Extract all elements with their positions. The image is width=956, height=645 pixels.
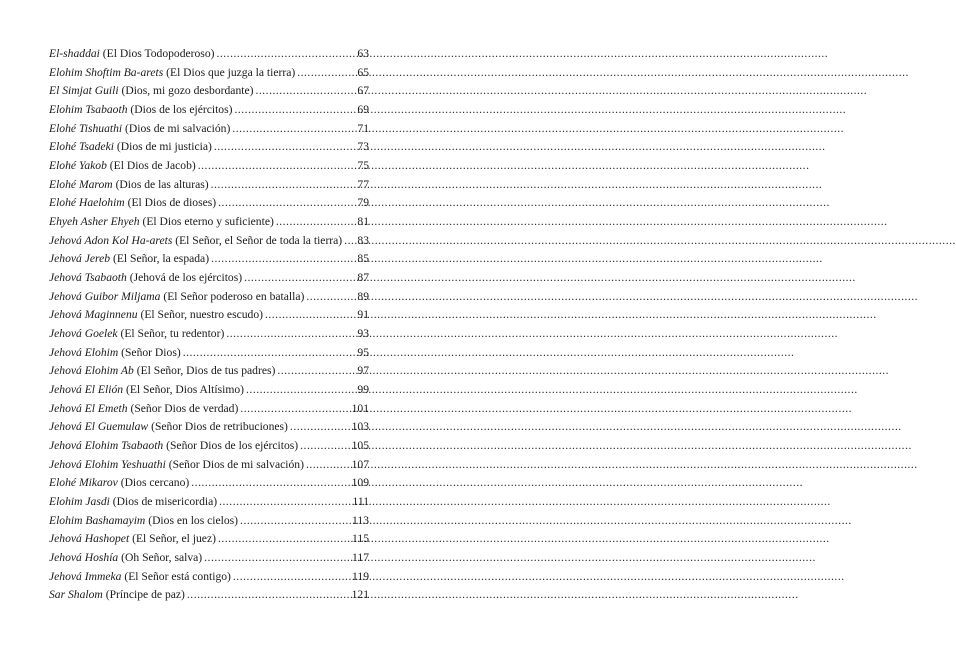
- toc-entry-title: [49, 194, 216, 213]
- name-meaning: (Señor Dios de mi salvación): [168, 457, 304, 471]
- toc-entry: [49, 64, 369, 83]
- name-meaning: (Dios de mi justicia): [116, 140, 212, 154]
- divine-name: Jehová Jereb: [49, 252, 111, 266]
- name-meaning: (El Señor, el juez): [132, 532, 216, 546]
- page-number: 115: [352, 532, 369, 546]
- dot-leader: [218, 530, 350, 549]
- toc-entry: [49, 120, 369, 139]
- toc-entry-title: [49, 381, 244, 400]
- page-number: 75: [357, 159, 369, 173]
- page-number: 91: [357, 308, 369, 322]
- dot-leader: [234, 101, 355, 120]
- dot-leader: [246, 381, 355, 400]
- toc-entry-title: [49, 493, 217, 512]
- divine-name: Jehová Immeka: [49, 569, 122, 583]
- name-meaning: (Señor Dios de retribuciones): [151, 420, 288, 434]
- name-meaning: (El Señor, Dios Altísimo): [125, 383, 245, 397]
- name-meaning: (El Señor, tu redentor): [120, 327, 225, 341]
- page-number: 101: [351, 401, 369, 415]
- toc-entry: [49, 549, 369, 568]
- divine-name: Jehová Elohim Tsabaoth: [49, 439, 164, 453]
- toc-entry: [49, 45, 369, 64]
- page-number: 107: [351, 457, 369, 471]
- divine-name: Jehová Elohim: [49, 345, 119, 359]
- toc-entry-title: [49, 64, 295, 83]
- name-meaning: (Oh Señor, salva): [121, 551, 203, 565]
- page-number: 93: [357, 327, 369, 341]
- divine-name: Jehová Elohim Ab: [49, 364, 134, 378]
- toc-entry-title: [49, 232, 342, 251]
- toc-entry-title: [49, 45, 214, 64]
- toc-entry: [49, 157, 369, 176]
- page-number: 103: [351, 420, 369, 434]
- toc-entry: [49, 530, 369, 549]
- dot-leader: [255, 82, 355, 101]
- toc-entry-title: [49, 568, 231, 587]
- page-number: 89: [357, 289, 369, 303]
- toc-entry: [49, 344, 369, 363]
- page-number: 97: [357, 364, 369, 378]
- toc-entry: [49, 232, 369, 251]
- dot-leader: [218, 194, 355, 213]
- name-meaning: (Señor Dios de verdad): [130, 401, 239, 415]
- toc-entry: [49, 138, 369, 157]
- toc-entry: [49, 194, 369, 213]
- dot-leader: [214, 138, 356, 157]
- toc-entry-title: [49, 101, 232, 120]
- toc-entry-title: [49, 213, 274, 232]
- toc-entry-title: [49, 530, 216, 549]
- name-meaning: (El Señor, nuestro escudo): [140, 308, 263, 322]
- dot-leader: [290, 418, 350, 437]
- toc-entry: [49, 176, 369, 195]
- page-number: 95: [357, 345, 369, 359]
- toc-entry: [49, 213, 369, 232]
- name-meaning: (Dios de las alturas): [115, 177, 209, 191]
- page-number: 87: [357, 271, 369, 285]
- toc-entry-title: [49, 157, 196, 176]
- toc-entry-title: [49, 586, 185, 605]
- toc-entry: [49, 362, 369, 381]
- page-number: 79: [357, 196, 369, 210]
- dot-leader: [300, 437, 349, 456]
- name-meaning: (El Señor, Dios de tus padres): [136, 364, 276, 378]
- dot-leader: [183, 344, 356, 363]
- toc-entry: [49, 437, 369, 456]
- page-number: 69: [357, 103, 369, 117]
- toc-entry: [49, 288, 369, 307]
- divine-name: Jehová El Emeth: [49, 401, 128, 415]
- toc-entry-title: [49, 269, 242, 288]
- divine-name: Jehová Adon Kol Ha-arets: [49, 233, 173, 247]
- toc-entry-title: [49, 176, 209, 195]
- divine-name: Sar Shalom: [49, 588, 103, 602]
- name-meaning: (Dios, mi gozo desbordante): [121, 84, 254, 98]
- divine-name: Jehová Tsabaoth: [49, 271, 127, 285]
- toc-entry-title: [49, 400, 238, 419]
- dot-leader: [216, 45, 355, 64]
- toc-entry: [49, 474, 369, 493]
- name-meaning: (Señor Dios): [121, 345, 181, 359]
- page-number: 111: [352, 495, 369, 509]
- toc-entry-title: [49, 362, 275, 381]
- dot-leader: [219, 493, 350, 512]
- page-number: 65: [357, 65, 369, 79]
- page-number: 77: [357, 177, 369, 191]
- toc-entry: [49, 568, 369, 587]
- toc-entry-title: [49, 549, 202, 568]
- name-meaning: (Príncipe de paz): [105, 588, 185, 602]
- name-meaning: (Dios de misericordia): [112, 495, 218, 509]
- toc-entry-title: [49, 437, 298, 456]
- divine-name: Elohim Shoftim Ba-arets: [49, 65, 164, 79]
- dot-leader: [232, 120, 355, 139]
- page-number: 121: [351, 588, 369, 602]
- dot-leader: [204, 549, 350, 568]
- divine-name: Elohé Tsadeki: [49, 140, 114, 154]
- name-meaning: (Jehová de los ejércitos): [129, 271, 243, 285]
- divine-name: Jehová Hoshía: [49, 551, 119, 565]
- page-number: 117: [352, 551, 369, 565]
- name-meaning: (El Señor, la espada): [112, 252, 210, 266]
- name-meaning: (El Dios eterno y suficiente): [142, 215, 274, 229]
- dot-leader: [233, 568, 350, 587]
- toc-entry: [49, 325, 369, 344]
- name-meaning: (Dios cercano): [120, 476, 190, 490]
- page-number: 83: [357, 233, 369, 247]
- toc-entry: [49, 512, 369, 531]
- dot-leader: [306, 288, 355, 307]
- page-number: 71: [357, 121, 369, 135]
- toc-entry-title: [49, 306, 263, 325]
- toc-entry-title: [49, 120, 230, 139]
- dot-leader: [306, 456, 350, 475]
- dot-leader: [277, 362, 355, 381]
- toc-entry-title: [49, 325, 224, 344]
- name-meaning: (Dios de los ejércitos): [130, 103, 233, 117]
- divine-name: El-shaddai: [49, 47, 100, 60]
- toc-entry: [49, 82, 369, 101]
- toc-entry: [49, 456, 369, 475]
- toc-entry: [49, 306, 369, 325]
- divine-name: Elohim Bashamayim: [49, 513, 146, 527]
- toc-entry-title: [49, 512, 238, 531]
- page-number: 113: [352, 513, 369, 527]
- divine-name: Jehová Hashopet: [49, 532, 130, 546]
- dot-leader: [240, 400, 349, 419]
- divine-name: Jehová Maginnenu: [49, 308, 138, 322]
- name-meaning: (El Dios Todopoderoso): [102, 47, 215, 60]
- page-number: 63: [357, 47, 369, 60]
- name-meaning: (El Dios de Jacob): [109, 159, 196, 173]
- page-number: 81: [357, 215, 369, 229]
- divine-name: Ehyeh Asher Ehyeh: [49, 215, 140, 229]
- dot-leader: [226, 325, 355, 344]
- dot-leader: [265, 306, 355, 325]
- divine-name: Elohim Jasdi: [49, 495, 110, 509]
- page-number: 105: [351, 439, 369, 453]
- toc-entry: [49, 250, 369, 269]
- divine-name: El Simjat Guili: [49, 84, 119, 98]
- page-number: 99: [357, 383, 369, 397]
- toc-entry-title: [49, 344, 181, 363]
- name-meaning: (El Señor, el Señor de toda la tierra): [175, 233, 343, 247]
- dot-leader: [211, 250, 355, 269]
- divine-name: Elohé Mikarov: [49, 476, 118, 490]
- dot-leader: [211, 176, 356, 195]
- toc-entry: [49, 400, 369, 419]
- page-number: 109: [351, 476, 369, 490]
- name-meaning: (El Dios de dioses): [127, 196, 217, 210]
- divine-name: Elohé Haelohim: [49, 196, 125, 210]
- page-number: 119: [352, 569, 369, 583]
- name-meaning: (Señor Dios de los ejércitos): [166, 439, 299, 453]
- dot-leader: [244, 269, 355, 288]
- toc-entry-title: [49, 138, 212, 157]
- divine-name: Jehová El Elión: [49, 383, 124, 397]
- toc-entry: [49, 381, 369, 400]
- divine-name: Elohé Marom: [49, 177, 113, 191]
- divine-name: Jehová Guibor Miljama: [49, 289, 161, 303]
- table-of-contents: [49, 45, 369, 605]
- toc-entry: [49, 101, 369, 120]
- toc-entry-title: [49, 456, 304, 475]
- toc-entry-title: [49, 82, 253, 101]
- dot-leader: [240, 512, 350, 531]
- dot-leader: [191, 474, 349, 493]
- divine-name: Jehová El Guemulaw: [49, 420, 149, 434]
- toc-entry-title: [49, 250, 209, 269]
- dot-leader: [344, 232, 355, 251]
- dot-leader: [198, 157, 356, 176]
- toc-entry-title: [49, 288, 304, 307]
- toc-entry: [49, 586, 369, 605]
- dot-leader: [187, 586, 350, 605]
- toc-entry: [49, 493, 369, 512]
- dot-leader: [297, 64, 355, 83]
- divine-name: Elohé Tishuathi: [49, 121, 123, 135]
- divine-name: Jehová Elohim Yeshuathi: [49, 457, 166, 471]
- name-meaning: (El Dios que juzga la tierra): [166, 65, 296, 79]
- name-meaning: (Dios en los cielos): [148, 513, 239, 527]
- divine-name: Elohé Yakob: [49, 159, 107, 173]
- toc-entry: [49, 269, 369, 288]
- page-number: 73: [357, 140, 369, 154]
- divine-name: Elohim Tsabaoth: [49, 103, 128, 117]
- divine-name: Jehová Goelek: [49, 327, 118, 341]
- toc-entry-title: [49, 418, 288, 437]
- dot-leader: [276, 213, 356, 232]
- name-meaning: (Dios de mi salvación): [125, 121, 231, 135]
- name-meaning: (El Señor está contigo): [124, 569, 231, 583]
- name-meaning: (El Señor poderoso en batalla): [163, 289, 305, 303]
- page-number: 67: [357, 84, 369, 98]
- page-number: 85: [357, 252, 369, 266]
- toc-entry-title: [49, 474, 189, 493]
- toc-entry: [49, 418, 369, 437]
